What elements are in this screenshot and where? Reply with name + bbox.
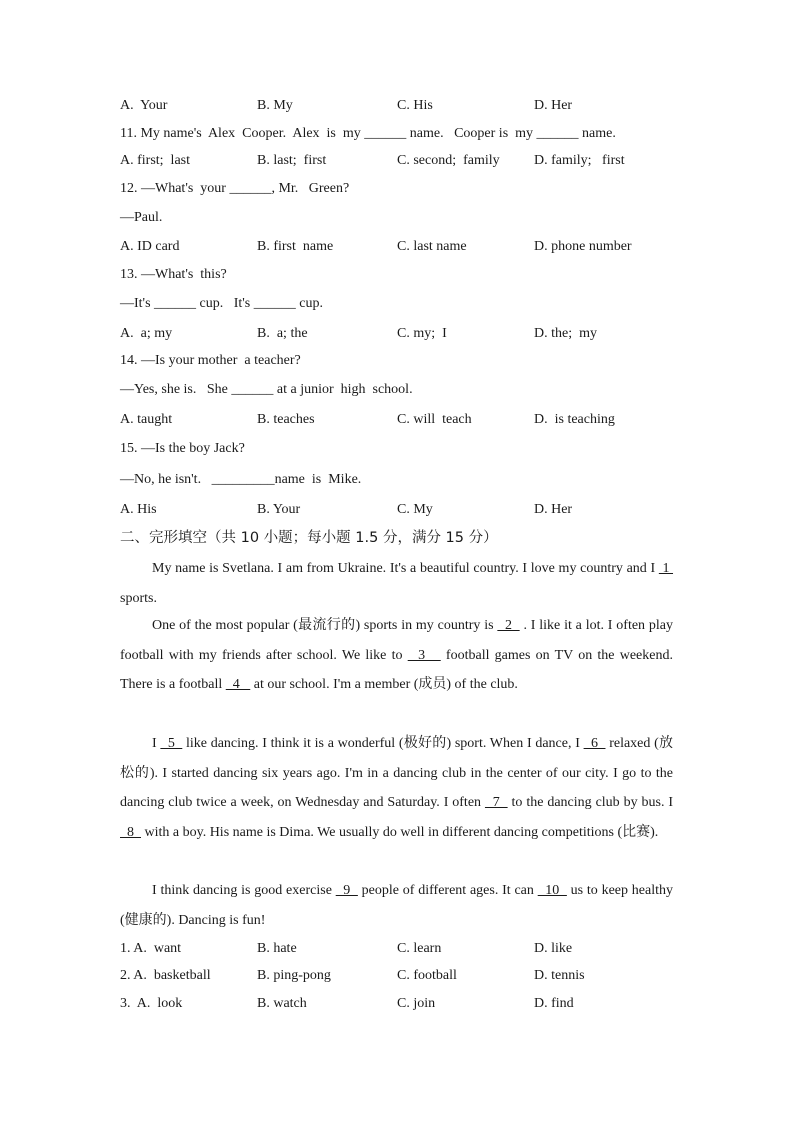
q12-option-a: A. ID card <box>120 239 180 254</box>
q10-option-b: B. My <box>257 98 293 113</box>
q15-option-c: C. My <box>397 502 433 517</box>
passage-paragraph-1 <box>120 554 673 613</box>
passage-text: . I like it a lot. I often play football with my friends after school. We like to <box>120 618 673 663</box>
q11-option-b: B. last; first <box>257 153 327 168</box>
q12-reply: —Paul. <box>120 210 163 225</box>
blank-7: 7 <box>484 795 508 810</box>
passage-paragraph-3 <box>120 729 673 847</box>
q13-reply: —It's ______ cup. It's ______ cup. <box>120 296 323 311</box>
q12-option-c: C. last name <box>397 239 467 254</box>
passage-text: sports. <box>120 590 157 606</box>
q15-option-d: D. Her <box>534 502 573 517</box>
passage-text: relaxed (放松的). I started dancing six years ago. I'm in a dancing club in the center of our city. I go to the dancing club twice a week, on Wednesday and Saturday. I often <box>120 736 674 810</box>
blank-3: 3 <box>407 647 441 663</box>
q14-option-d: D. is teaching <box>534 412 615 427</box>
q13-option-a: A. a; my <box>120 326 173 341</box>
passage-text: One of the most popular (最流行的) sports in my country is <box>152 618 498 633</box>
q12-option-b: B. first name <box>257 239 334 254</box>
passage-text: I think dancing is good exercise <box>152 883 336 898</box>
cloze2-option-d: D. tennis <box>534 968 585 983</box>
passage-text: My name is Svetlana. I am from Ukraine. It's a beautiful country. I love my country and I <box>152 561 659 576</box>
cloze3-option-b: B. watch <box>257 996 307 1011</box>
q14-option-a: A. taught <box>120 412 173 427</box>
cloze3-option-c: C. join <box>397 996 436 1011</box>
passage-text: us to keep healthy (健康的). Dancing is fun! <box>120 883 674 928</box>
cloze1-option-d: D. like <box>534 941 573 956</box>
cloze3-option-d: D. find <box>534 996 574 1011</box>
passage-text: I <box>152 736 161 751</box>
q10-option-c: C. His <box>397 98 433 113</box>
q15-reply: —No, he isn't. _________name is Mike. <box>120 472 362 487</box>
cloze1-option-c: C. learn <box>397 941 442 956</box>
cloze2-option-c: C. football <box>397 968 457 983</box>
passage-paragraph-4 <box>120 876 673 935</box>
blank-2: 2 <box>497 618 520 633</box>
q13-stem: 13. —What's this? <box>120 267 227 282</box>
q14-stem: 14. —Is your mother a teacher? <box>120 353 301 368</box>
blank-9: 9 <box>335 883 358 898</box>
passage-text: like dancing. I think it is a wonderful (极好的) sport. When I dance, I <box>182 736 584 751</box>
q14-option-b: B. teaches <box>257 412 315 427</box>
q10-option-d: D. Her <box>534 98 573 113</box>
q15-option-b: B. Your <box>257 502 301 517</box>
blank-1: 1 <box>658 561 674 576</box>
q11-option-c: C. second; family <box>397 153 500 168</box>
blank-5: 5 <box>160 736 183 751</box>
q15-stem: 15. —Is the boy Jack? <box>120 441 245 456</box>
q11-stem: 11. My name's Alex Cooper. Alex is my ______ name. Cooper is my ______ name. <box>120 126 616 141</box>
cloze2-option-a: 2. A. basketball <box>120 968 211 983</box>
blank-10: 10 <box>537 883 567 898</box>
q12-option-d: D. phone number <box>534 239 632 254</box>
cloze3-option-a: 3. A. look <box>120 996 183 1011</box>
q12-stem: 12. —What's your ______, Mr. Green? <box>120 181 350 196</box>
q14-option-c: C. will teach <box>397 412 472 427</box>
q11-option-a: A. first; last <box>120 153 190 168</box>
q13-option-b: B. a; the <box>257 326 308 341</box>
cloze1-option-b: B. hate <box>257 941 297 956</box>
blank-6: 6 <box>583 736 606 751</box>
q14-reply: —Yes, she is. She ______ at a junior high school. <box>120 382 413 397</box>
q13-option-c: C. my; I <box>397 326 447 341</box>
q15-option-a: A. His <box>120 502 157 517</box>
blank-8: 8 <box>120 824 141 840</box>
q10-option-a: A. Your <box>120 98 168 113</box>
cloze2-option-b: B. ping-pong <box>257 968 331 983</box>
passage-text: with a boy. His name is Dima. We usually do well in different dancing competitions (比赛). <box>141 824 659 840</box>
blank-4: 4 <box>225 677 251 692</box>
passage-text: football games on TV on the weekend. There is a football <box>120 647 673 692</box>
q13-option-d: D. the; my <box>534 326 597 341</box>
passage-text: at our school. I'm a member (成员) of the club. <box>250 677 518 692</box>
cloze1-option-a: 1. A. want <box>120 941 182 956</box>
passage-text: people of different ages. It can <box>357 883 538 898</box>
q11-option-d: D. family; first <box>534 153 625 168</box>
passage-paragraph-2 <box>120 611 673 700</box>
section-title: 二、完形填空（共 10 小题；每小题 1.5 分，满分 15 分） <box>120 530 498 546</box>
passage-text: to the dancing club by bus. I <box>507 795 674 810</box>
